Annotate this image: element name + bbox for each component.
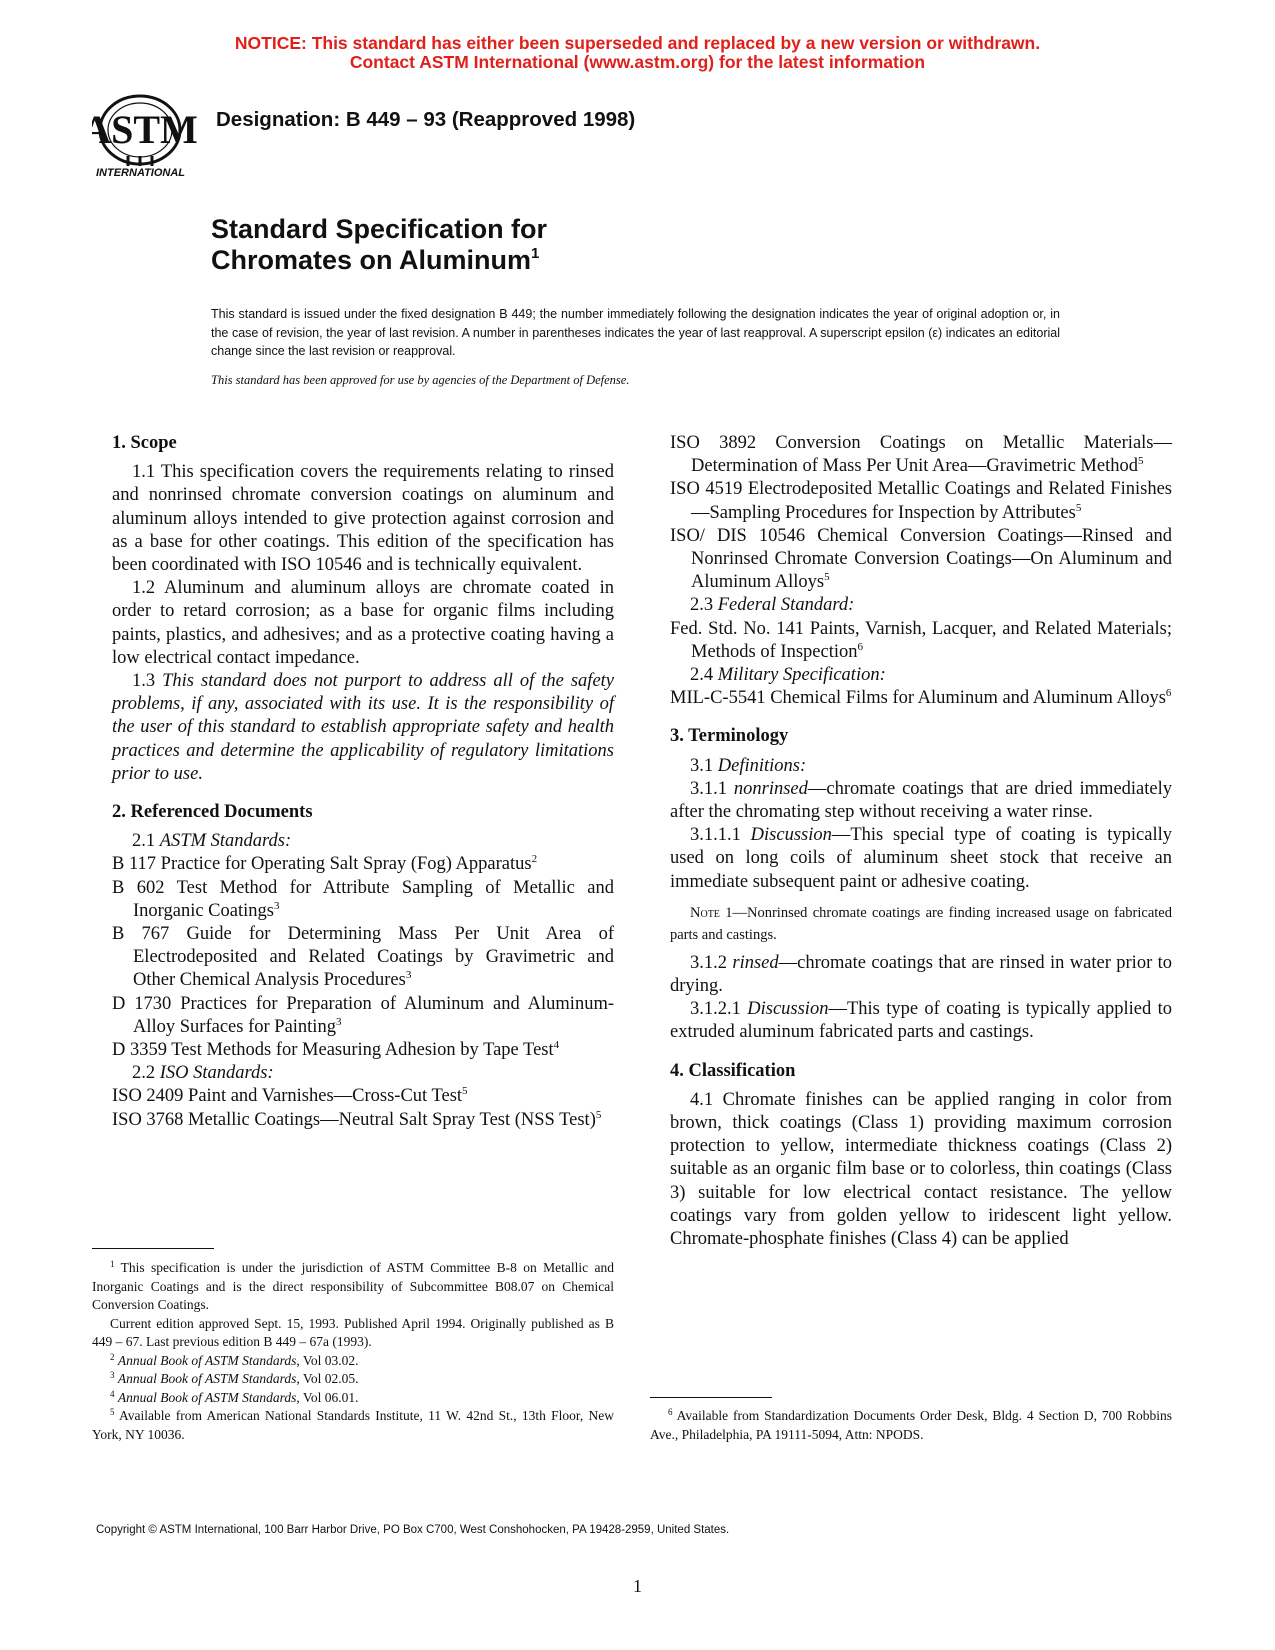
nonrinsed-disc-num: 3.1.1.1	[690, 825, 751, 846]
footnote-4-book: Annual Book of ASTM Standards	[117, 1389, 297, 1405]
note-1	[670, 902, 1172, 946]
footnote-2	[92, 1352, 614, 1371]
footnote-2-book: Annual Book of ASTM Standards	[117, 1352, 297, 1368]
ref-d1730-text: D 1730 Practices for Preparation of Aluminum and Aluminum-Alloy Surfaces for Painting	[112, 993, 614, 1037]
ref-d3359-sup: 4	[553, 1039, 560, 1052]
ref-d1730-sup: 3	[335, 1015, 342, 1028]
footnote-1-text: This specification is under the jurisdiction of ASTM Committee B-8 on Metallic and Inorganic Coatings and is the direct responsibility of Subcommittee B08.07 on Chemical Conversion Coatings.	[92, 1260, 614, 1312]
military-spec-text: Military Specification:	[717, 665, 886, 686]
logo-org-name: INTERNATIONAL	[96, 167, 186, 178]
ref-iso2409-text: ISO 2409 Paint and Varnishes—Cross-Cut Test	[112, 1086, 463, 1107]
military-spec-label	[670, 664, 1172, 687]
footnote-4-sup: 4	[110, 1388, 115, 1399]
ref-b117	[112, 853, 614, 876]
footnotes-left	[92, 1259, 614, 1444]
ref-mil-c-5541	[670, 687, 1172, 710]
definitions-text: Definitions:	[717, 755, 807, 776]
title-line-1: Standard Specification for	[211, 214, 548, 244]
ref-b602	[112, 877, 614, 923]
ref-iso4519	[670, 478, 1172, 524]
iso-standards-label	[112, 1062, 614, 1085]
footnote-rule-left	[92, 1248, 214, 1249]
section-scope-heading: 1. Scope	[112, 433, 177, 453]
para-1-3-num: 1.3	[132, 671, 163, 692]
right-column	[670, 432, 1172, 1251]
def-rinsed	[670, 952, 1172, 998]
footnotes-right	[650, 1407, 1172, 1444]
footnote-4	[92, 1389, 614, 1408]
ref-iso10546-sup: 5	[824, 571, 830, 584]
para-1-2: 1.2 Aluminum and aluminum alloys are chromate coated in order to retard corrosion; as a base for organic films including paints, plastics, and adhesives; and as a protective coating having a low electrical contact impedance.	[112, 578, 614, 668]
issued-note: This standard is issued under the fixed designation B 449; the number immediately following the designation indicates the year of original adoption or, in the case of revision, the year of last revision. A number in parentheses indicates the year of last reapproval. A superscript epsilon (ε) indicates an editorial change since the last revision or reapproval.	[211, 307, 1060, 358]
footnote-rule-right	[650, 1397, 772, 1398]
left-column	[112, 432, 614, 1132]
definitions-label	[670, 755, 1172, 778]
federal-standard-num: 2.3	[690, 595, 718, 616]
ref-iso3892-text: ISO 3892 Conversion Coatings on Metallic Materials—Determination of Mass Per Unit Area—Gravimetric Method	[670, 433, 1172, 477]
ref-iso3892-sup: 5	[1137, 455, 1144, 468]
ref-iso2409	[112, 1085, 614, 1108]
para-1-1: 1.1 This specification covers the requirements relating to rinsed and nonrinsed chromate conversion coatings on aluminum and aluminum alloys intended to give protection against corrosion and as a base for other coatings. This edition of the specification has been coordinated with ISO 10546 and is technically equivalent.	[112, 462, 614, 576]
copyright: Copyright © ASTM International, 100 Barr Harbor Drive, PO Box C700, West Conshohocken, PA 19428-2959, United States.	[96, 1524, 730, 1536]
ref-b602-text: B 602 Test Method for Attribute Sampling of Metallic and Inorganic Coatings	[112, 877, 614, 921]
para-4-1: 4.1 Chromate finishes can be applied ranging in color from brown, thick coatings (Class 1) providing maximum corrosion protection to yellow, intermediate thickness coatings (Class 2) suitable as an organic film base or to colorless, thin coatings (Class 3) suitable for low electrical contact resistance. The yellow coatings vary from golden yellow to iridescent light yellow. Chromate-phosphate finishes (Class 4) can be applied	[670, 1089, 1172, 1250]
note-1-text: 1—Nonrinsed chromate coatings are finding increased usage on fabricated parts and castings.	[670, 904, 1172, 943]
title-line-2: Chromates on Aluminum	[211, 245, 532, 275]
rinsed-disc-text: —This type of coating is typically applied to extruded aluminum fabricated parts and castings.	[670, 999, 1172, 1043]
def-rinsed-num: 3.1.2	[690, 952, 733, 973]
document-title	[211, 214, 547, 276]
ref-fed-std-141	[670, 618, 1172, 664]
ref-iso4519-text: ISO 4519 Electrodeposited Metallic Coatings and Related Finishes—Sampling Procedures for Inspection by Attributes	[670, 479, 1172, 523]
footnote-5	[92, 1407, 614, 1444]
section-classification-heading: 4. Classification	[670, 1060, 796, 1081]
astm-standards-num: 2.1	[132, 831, 160, 852]
definitions-num: 3.1	[690, 755, 718, 776]
section-referenced-heading: 2. Referenced Documents	[112, 802, 313, 823]
footnote-5-sup: 5	[110, 1407, 115, 1417]
ref-iso3768	[112, 1109, 614, 1132]
def-rinsed-term: rinsed	[732, 952, 779, 973]
ref-d3359-text: D 3359 Test Methods for Measuring Adhesion by Tape Test	[112, 1040, 554, 1061]
astm-logo-mark	[92, 90, 202, 178]
footnote-2-sup: 2	[110, 1351, 115, 1362]
ref-iso3892	[670, 432, 1172, 478]
para-1-3	[112, 670, 614, 786]
ref-iso3768-text: ISO 3768 Metallic Coatings—Neutral Salt Spray Test (NSS Test)	[112, 1109, 596, 1130]
nonrinsed-disc-label: Discussion	[750, 825, 832, 846]
ref-mil-c-5541-text: MIL-C-5541 Chemical Films for Aluminum and Aluminum Alloys	[670, 688, 1166, 709]
ref-b602-sup: 3	[273, 899, 280, 912]
notice-line-1: NOTICE: This standard has either been superseded and replaced by a new version or withdrawn.	[234, 33, 1041, 53]
notice-line-2: Contact ASTM International (www.astm.org) for the latest information	[349, 52, 926, 72]
ref-fed-std-141-text: Fed. Std. No. 141 Paints, Varnish, Lacquer, and Related Materials; Methods of Inspection	[670, 618, 1172, 662]
footnote-1-edition: Current edition approved Sept. 15, 1993. Published April 1994. Originally published as B 449 – 67. Last previous edition B 449 – 67a (1993).	[92, 1315, 614, 1349]
rinsed-disc-num: 3.1.2.1	[690, 999, 748, 1020]
section-terminology-heading: 3. Terminology	[670, 726, 789, 747]
notice-banner	[0, 34, 1275, 72]
ref-b117-sup: 2	[531, 853, 538, 866]
footnote-2-vol: , Vol 03.02.	[296, 1352, 359, 1368]
federal-standard-text: Federal Standard:	[717, 595, 855, 616]
footnote-3-sup: 3	[110, 1370, 115, 1380]
ref-iso10546	[670, 525, 1172, 595]
ref-b767-sup: 3	[405, 969, 412, 982]
def-nonrinsed-discussion	[670, 824, 1172, 894]
designation: Designation: B 449 – 93 (Reapproved 1998)	[216, 108, 636, 131]
para-1-3-text: This standard does not purport to address all of the safety problems, if any, associated with its use. It is the responsibility of the user of this standard to establish appropriate safety and health practices and determine the applicability of regulatory limitations prior to use.	[112, 671, 615, 784]
def-nonrinsed-num: 3.1.1	[690, 778, 734, 799]
footnote-6-text: Available from Standardization Documents Order Desk, Bldg. 4 Section D, 700 Robbins Ave., Philadelphia, PA 19111-5094, Attn: NPODS.	[650, 1408, 1172, 1442]
def-rinsed-text: —chromate coatings that are rinsed in water prior to drying.	[670, 952, 1173, 997]
ref-d3359	[112, 1039, 614, 1062]
ref-iso10546-text: ISO/ DIS 10546 Chemical Conversion Coatings—Rinsed and Nonrinsed Chromate Conversion Coatings—On Aluminum and Aluminum Alloys	[670, 525, 1172, 593]
def-rinsed-discussion	[670, 998, 1172, 1044]
footnote-6	[650, 1407, 1172, 1444]
page-number: 1	[633, 1576, 642, 1596]
footnote-4-vol: , Vol 06.01.	[296, 1389, 359, 1405]
ref-iso4519-sup: 5	[1075, 501, 1082, 514]
iso-standards-text: ISO Standards:	[159, 1063, 274, 1084]
footnote-1	[92, 1259, 614, 1315]
iso-standards-num: 2.2	[132, 1063, 160, 1084]
ref-b767	[112, 923, 614, 993]
footnote-5-text: Available from American National Standards Institute, 11 W. 42nd St., 13th Floor, New York, NY 10036.	[92, 1408, 614, 1442]
ref-iso3768-sup: 5	[595, 1108, 602, 1121]
def-nonrinsed-text: —chromate coatings that are dried immediately after the chromating step without receiving a water rinse.	[670, 778, 1172, 823]
ref-b117-text: B 117 Practice for Operating Salt Spray (Fog) Apparatus	[112, 854, 532, 875]
ref-fed-std-141-sup: 6	[857, 640, 863, 653]
title-footnote-ref: 1	[531, 245, 540, 262]
ref-d1730	[112, 993, 614, 1039]
approved-note: This standard has been approved for use by agencies of the Department of Defense.	[211, 373, 630, 387]
federal-standard-label	[670, 594, 1172, 617]
note-1-label: Note	[690, 904, 720, 921]
astm-logo	[92, 90, 202, 178]
footnote-3	[92, 1370, 614, 1389]
rinsed-disc-label: Discussion	[747, 999, 829, 1020]
astm-standards-text: ASTM Standards:	[159, 831, 292, 852]
footnote-3-vol: , Vol 02.05.	[296, 1371, 359, 1386]
ref-iso2409-sup: 5	[462, 1085, 468, 1098]
def-nonrinsed-term: nonrinsed	[733, 778, 808, 799]
ref-b767-text: B 767 Guide for Determining Mass Per Unit Area of Electrodeposited and Related Coatings by Gravimetric and Other Chemical Analysis Procedures	[112, 924, 614, 991]
astm-standards-label	[112, 830, 614, 853]
nonrinsed-disc-text: —This special type of coating is typically used on long coils of aluminum sheet stock that receive an immediate subsequent paint or adhesive coating.	[670, 825, 1173, 892]
footnote-1-sup: 1	[110, 1259, 115, 1269]
footnote-6-sup: 6	[668, 1407, 673, 1417]
def-nonrinsed	[670, 778, 1172, 824]
logo-mark-text: ASTM	[92, 107, 198, 152]
footnote-3-book: Annual Book of ASTM Standards	[117, 1371, 297, 1386]
military-spec-num: 2.4	[690, 665, 718, 686]
ref-mil-c-5541-sup: 6	[1165, 687, 1172, 700]
